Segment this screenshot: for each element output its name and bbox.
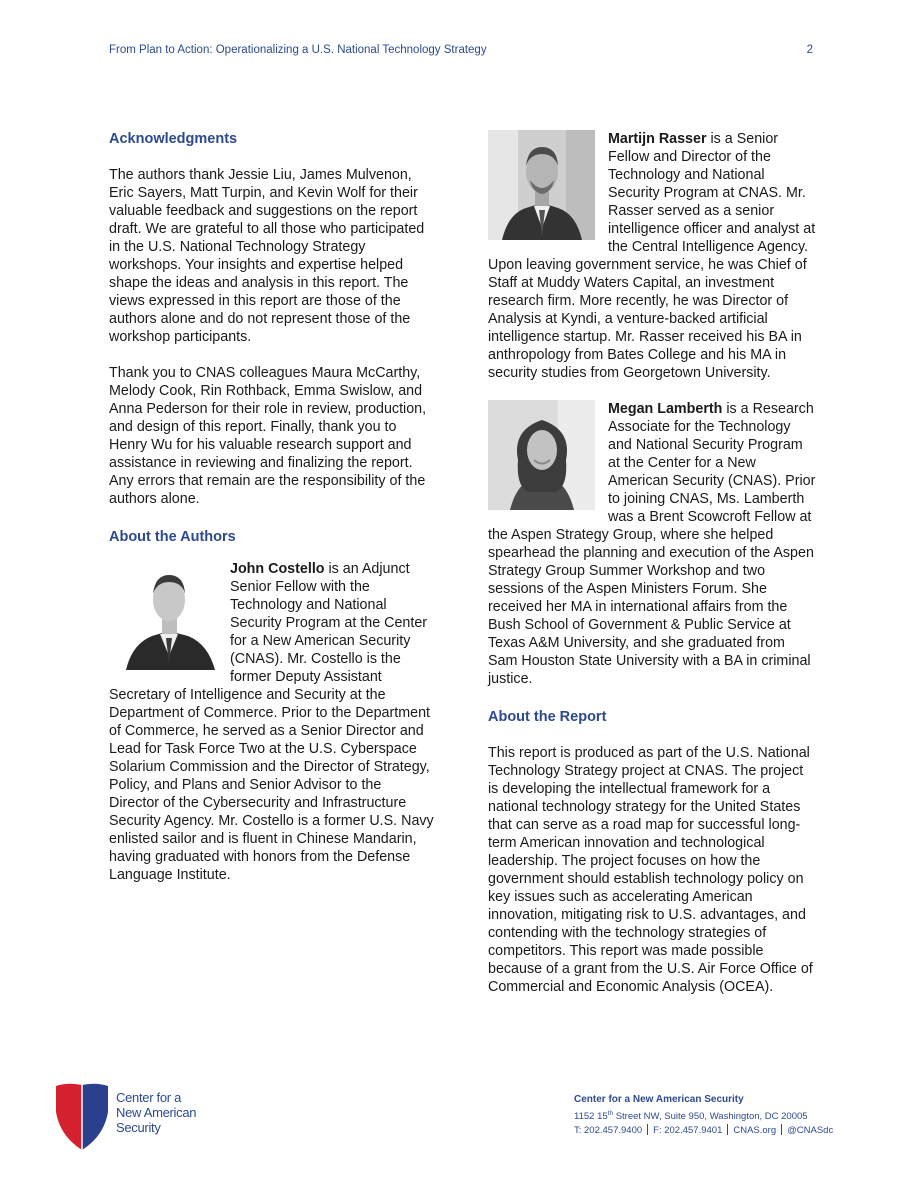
left-column: [109, 130, 435, 884]
footer-address: 1152 15th Street NW, Suite 950, Washington, DC 20005: [574, 1110, 808, 1123]
about-authors-heading: About the Authors: [109, 529, 236, 545]
footer-fax: F: 202.457.9401: [653, 1125, 723, 1137]
acknowledgments-heading: Acknowledgments: [109, 131, 238, 147]
author-text-rasser: Martijn Rasser is a Senior Fellow and Director of the Technology and National Security Program at CNAS. Mr. Rasser served as a senior intelligence officer and analyst at the Central Intelligence Agency. Upon leaving government service, he was Chief of Staff at Muddy Waters Capital, an investment research firm. More recently, he was Director of Analysis at Kyndi, a venture-backed artificial intelligence startup. Mr. Rasser received his BA in anthropology from Bates College and his MA in security studies from Georgetown University.: [488, 131, 816, 381]
author-bio-lamberth: [488, 400, 816, 688]
author-bio-rasser: [488, 130, 816, 382]
author-photo-rasser: [488, 130, 595, 240]
right-column: [488, 130, 816, 996]
about-report-text: This report is produced as part of the U.S. National Technology Strategy project at CNAS. The project is developing the intellectual framework for a national technology strategy for the United States that can serve as a road map for successful long-term American innovation and technological leadership. The project focuses on how the government should establish technology policy on key issues such as accelerating American innovation, mitigating risk to U.S. advantages, and contending with the technology strategies of competitors. This report was made possible because of a grant from the U.S. Air Force Office of Commercial and Economic Analysis (OCEA).: [488, 745, 813, 995]
footer-org-name: Center for a New American Security: [574, 1094, 744, 1105]
running-header: [109, 44, 813, 60]
header-title: From Plan to Action: Operationalizing a U.S. National Technology Strategy: [109, 44, 487, 56]
author-name-costello: John Costello: [230, 561, 325, 577]
cnas-logo-text: Center for a New American Security: [116, 1090, 197, 1135]
footer-contacts-line: [574, 1124, 833, 1138]
author-text-lamberth: Megan Lamberth is a Research Associate for the Technology and National Security Program at the Center for a New American Security (CNAS). Prior to joining CNAS, Ms. Lamberth was a Brent Scowcroft Fellow at the Aspen Strategy Group, where she helped spearhead the planning and execution of the Aspen Strategy Group Summer Workshop and two sessions of the Aspen Ministers Forum. She received her MA in international affairs from the Bush School of Government & Public Service at Texas A&M University, and she graduated from Sam Houston State University with a BA in criminal justice.: [488, 401, 816, 687]
author-bio-costello: [109, 560, 435, 884]
footer-twitter-link[interactable]: @CNASdc: [787, 1125, 834, 1137]
author-photo-costello: [118, 560, 221, 670]
author-photo-lamberth: [488, 400, 595, 510]
footer-website-link[interactable]: CNAS.org: [733, 1125, 777, 1137]
author-name-rasser: Martijn Rasser: [608, 131, 707, 147]
footer-contact: [574, 1093, 833, 1138]
cnas-shield-icon: [54, 1082, 110, 1152]
acknowledgments-paragraph-2: Thank you to CNAS colleagues Maura McCarthy, Melody Cook, Rin Rothback, Emma Swislow, and Anna Pederson for their role in review, production, and design of this report. Finally, thank you to Henry Wu for his valuable research support and assistance in reviewing and finalizing the report. Any errors that remain are the responsibility of the authors alone.: [109, 365, 427, 507]
author-text-costello: John Costello is an Adjunct Senior Fellow with the Technology and National Security Program at the Center for a New American Security (CNAS). Mr. Costello is the former Deputy Assistant Secretary of Intelligence and Security at the Department of Commerce. Prior to the Department of Commerce, he served as a Senior Director and Lead for Task Force Two at the U.S. Cyberspace Solarium Commission and the Director of Strategy, Policy, and Plans and Senior Advisor to the Director of the Cybersecurity and Infrastructure Security Agency. Mr. Costello is a former U.S. Navy enlisted sailor and is fluent in Chinese Mandarin, having graduated with honors from the Defense Language Institute.: [109, 561, 434, 883]
about-report-heading: About the Report: [488, 709, 607, 725]
page-number: 2: [806, 44, 813, 56]
author-name-lamberth: Megan Lamberth: [608, 401, 723, 417]
footer-phone: T: 202.457.9400: [574, 1125, 643, 1137]
cnas-logo: [54, 1082, 110, 1157]
acknowledgments-paragraph-1: The authors thank Jessie Liu, James Mulvenon, Eric Sayers, Matt Turpin, and Kevin Wolf for their valuable feedback and suggestions on the report draft. We are grateful to all those who participated in the U.S. National Technology Strategy workshops. Your insights and expertise helped shape the ideas and analysis in this report. The views expressed in this report are those of the authors alone and do not represent those of the workshop participants.: [109, 167, 425, 345]
